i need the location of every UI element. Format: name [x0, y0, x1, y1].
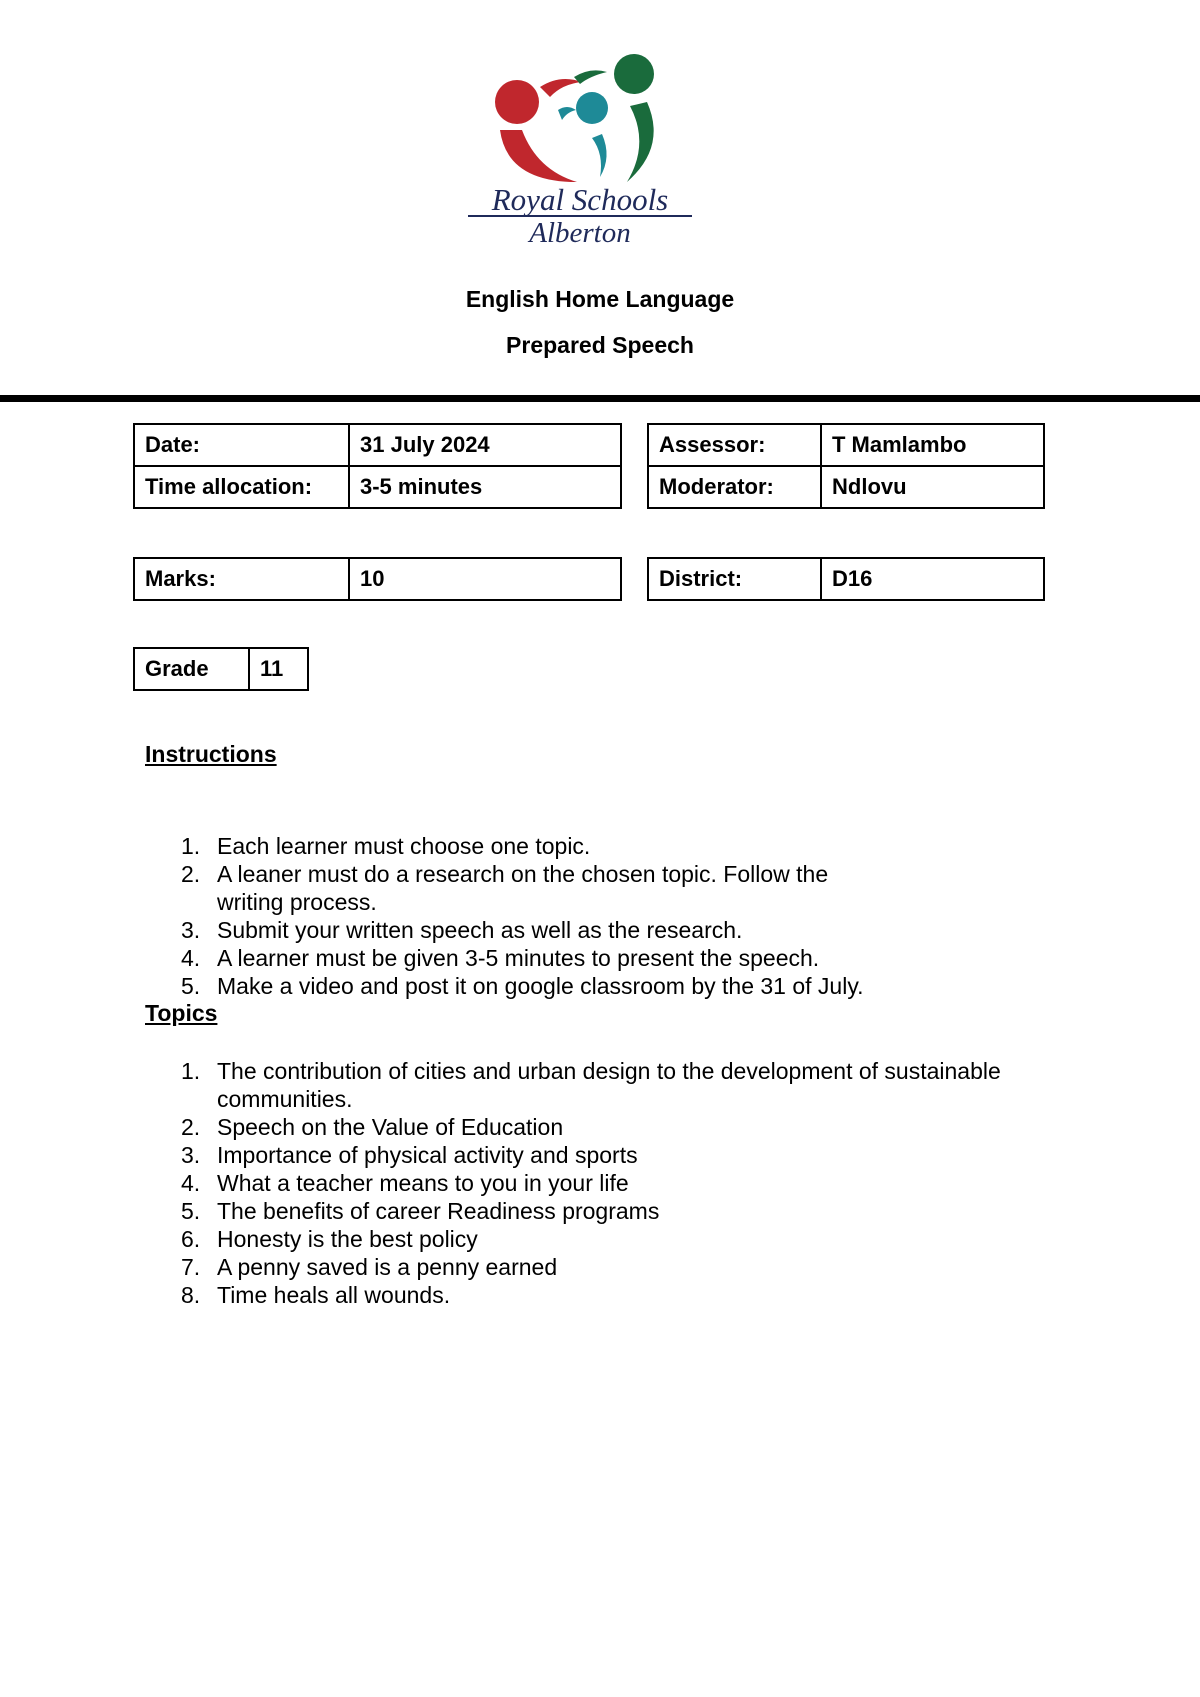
list-number: 2. [181, 1114, 201, 1140]
grade-label: Grade [134, 648, 249, 690]
logo-text-line1: Royal Schools [491, 182, 669, 217]
list-number: 5. [181, 973, 201, 999]
assessor-moderator-table [647, 423, 1045, 509]
instructions-title: Instructions [145, 741, 277, 767]
subject-title: English Home Language [465, 286, 735, 312]
marks-table [133, 557, 622, 601]
list-text: A learner must be given 3-5 minutes to present the speech. [217, 945, 820, 971]
logo-green-arm [574, 70, 607, 84]
list-number: 4. [181, 1170, 201, 1196]
logo-teal-arm [558, 107, 576, 120]
assessor-label: Assessor: [648, 424, 821, 466]
list-item [0, 1057, 1060, 1113]
list-text: The contribution of cities and urban design to the development of sustainable communities. [217, 1058, 1001, 1112]
list-number: 4. [181, 945, 201, 971]
assessor-value: T Mamlambo [821, 424, 1044, 466]
list-text: Time heals all wounds. [217, 1282, 451, 1308]
logo-red-figure-body [500, 130, 577, 182]
list-item [0, 1197, 1060, 1225]
marks-value: 10 [349, 558, 621, 600]
topics-list [0, 1057, 1060, 1309]
list-text: Speech on the Value of Education [217, 1114, 564, 1140]
list-text: What a teacher means to you in your life [217, 1170, 629, 1196]
list-number: 6. [181, 1226, 201, 1252]
instructions-list [0, 832, 900, 1000]
moderator-label: Moderator: [648, 466, 821, 508]
list-item [0, 944, 900, 972]
district-label: District: [648, 558, 821, 600]
date-value: 31 July 2024 [349, 424, 621, 466]
grade-value: 11 [249, 648, 308, 690]
task-title: Prepared Speech [506, 332, 694, 358]
moderator-value: Ndlovu [821, 466, 1044, 508]
list-item [0, 860, 900, 916]
time-allocation-label: Time allocation: [134, 466, 349, 508]
list-text: The benefits of career Readiness programs [217, 1198, 660, 1224]
logo-teal-figure-head [576, 92, 608, 124]
list-text: A leaner must do a research on the chosen topic. Follow the writing process. [217, 861, 829, 915]
list-number: 2. [181, 861, 201, 887]
list-number: 5. [181, 1198, 201, 1224]
logo-red-figure-head [495, 80, 539, 124]
header-divider [0, 395, 1200, 402]
list-text: Honesty is the best policy [217, 1226, 478, 1252]
district-table [647, 557, 1045, 601]
list-item [0, 1225, 1060, 1253]
list-text: Importance of physical activity and sports [217, 1142, 638, 1168]
logo-text-line2: Alberton [529, 217, 631, 249]
list-number: 3. [181, 1142, 201, 1168]
grade-table [133, 647, 309, 691]
logo-green-figure-head [614, 54, 654, 94]
list-text: Make a video and post it on google classroom by the 31 of July. [217, 973, 864, 999]
school-logo [462, 52, 702, 252]
time-allocation-value: 3-5 minutes [349, 466, 621, 508]
list-number: 1. [181, 1058, 201, 1084]
list-item [0, 1113, 1060, 1141]
list-text: A penny saved is a penny earned [217, 1254, 558, 1280]
list-item [0, 916, 900, 944]
list-text: Each learner must choose one topic. [217, 833, 591, 859]
list-number: 7. [181, 1254, 201, 1280]
list-item [0, 972, 900, 1000]
list-item [0, 1169, 1060, 1197]
logo-green-figure-body [627, 102, 654, 182]
district-value: D16 [821, 558, 1044, 600]
list-item [0, 832, 900, 860]
date-label: Date: [134, 424, 349, 466]
list-number: 1. [181, 833, 201, 859]
list-item [0, 1253, 1060, 1281]
marks-label: Marks: [134, 558, 349, 600]
logo-teal-figure-body [592, 134, 607, 177]
list-item [0, 1141, 1060, 1169]
topics-title: Topics [145, 1000, 218, 1026]
logo-red-arm [540, 79, 582, 97]
list-text: Submit your written speech as well as the research. [217, 917, 743, 943]
date-time-table [133, 423, 622, 509]
list-number: 8. [181, 1282, 201, 1308]
list-number: 3. [181, 917, 201, 943]
list-item [0, 1281, 1060, 1309]
